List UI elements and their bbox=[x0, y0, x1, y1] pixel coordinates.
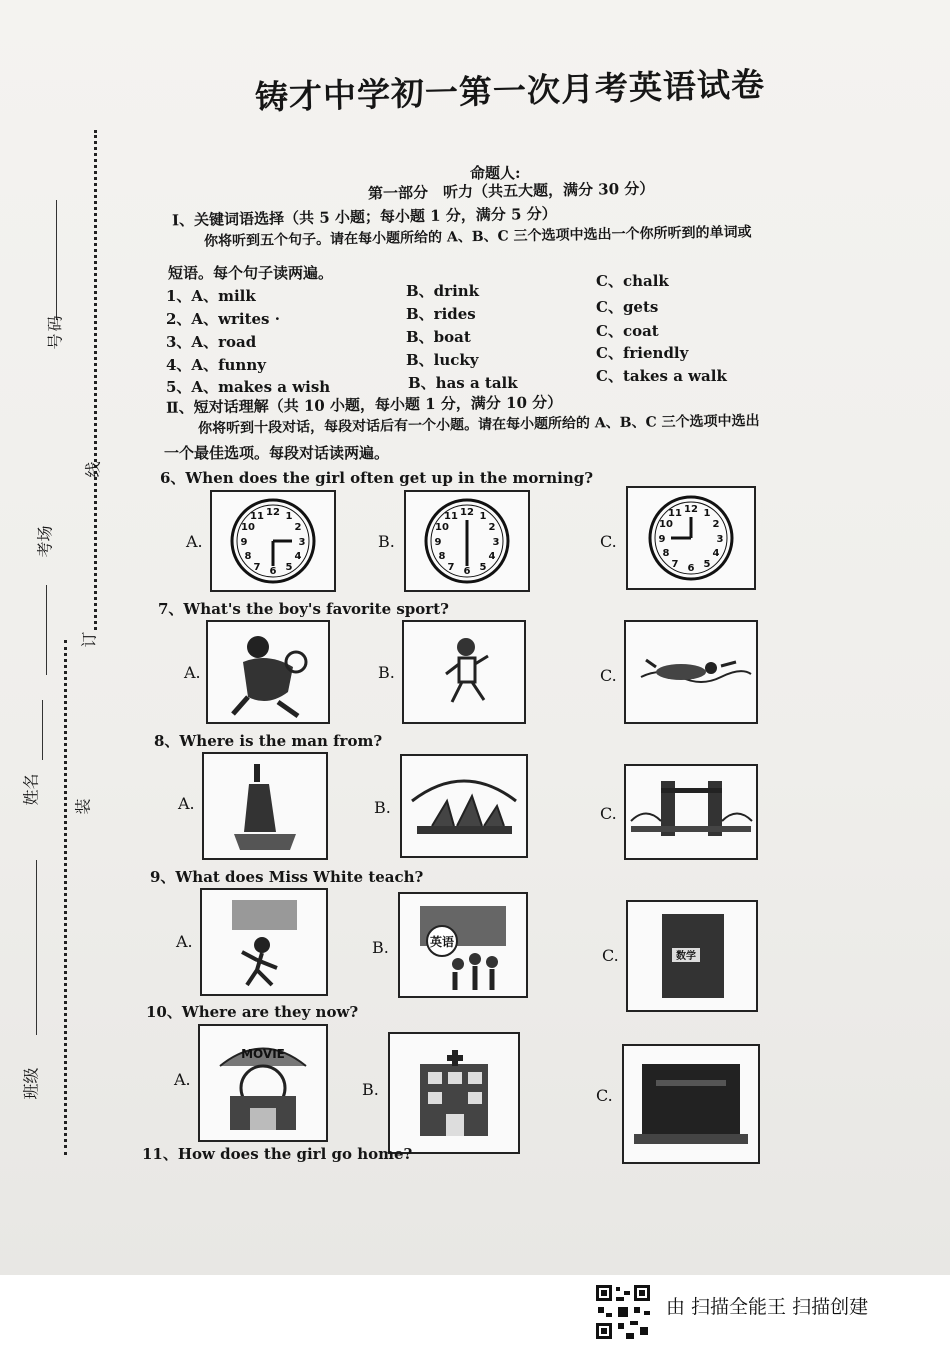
q6-letter-a: A. bbox=[186, 532, 203, 551]
section2-instruction-1: 你将听到十段对话，每段对话后有一个小题。请在每小题所给的 A、B、C 三个选项中选出 bbox=[197, 413, 760, 437]
name-blank-line bbox=[42, 700, 43, 760]
question-7: 7、What's the boy's favorite sport? bbox=[158, 600, 449, 618]
q9-b-english-label: 英语 bbox=[429, 935, 455, 949]
cinema-icon bbox=[200, 1026, 326, 1140]
item3-option-b: B、boat bbox=[406, 328, 471, 346]
svg-text:8: 8 bbox=[662, 548, 670, 559]
svg-text:9: 9 bbox=[658, 534, 666, 545]
svg-text:5: 5 bbox=[479, 562, 487, 573]
q10-letter-a: A. bbox=[174, 1070, 191, 1089]
q10-option-b-picture bbox=[388, 1032, 520, 1154]
svg-text:7: 7 bbox=[671, 559, 679, 570]
q9-letter-b: B. bbox=[372, 938, 389, 957]
svg-text:8: 8 bbox=[244, 551, 252, 562]
q8-letter-b: B. bbox=[374, 798, 391, 817]
item1-option-c: C、chalk bbox=[596, 272, 669, 290]
item4-option-c: C、friendly bbox=[596, 344, 689, 362]
clock-icon bbox=[406, 492, 528, 590]
section2-instruction-2: 一个最佳选项。每段对话读两遍。 bbox=[164, 444, 390, 462]
svg-text:2: 2 bbox=[488, 522, 496, 533]
section1-instruction-2: 短语。每个句子读两遍。 bbox=[168, 264, 334, 282]
side-label-ding: 订 bbox=[79, 631, 99, 648]
page-title: 铸才中学初一第一次月考英语试卷 bbox=[254, 64, 766, 117]
q10-letter-b: B. bbox=[362, 1080, 379, 1099]
swimmer-icon bbox=[626, 622, 756, 722]
svg-text:3: 3 bbox=[716, 534, 724, 545]
binding-dotted-line-lower bbox=[64, 640, 67, 1155]
math-book-icon bbox=[628, 902, 756, 1010]
svg-text:11: 11 bbox=[444, 511, 458, 522]
svg-text:12: 12 bbox=[684, 504, 698, 515]
pe-teacher-icon bbox=[202, 890, 326, 994]
q9-option-b-picture bbox=[398, 892, 528, 998]
q9-option-a-picture bbox=[200, 888, 328, 996]
q10-option-a-picture bbox=[198, 1024, 328, 1142]
q6-option-a-picture bbox=[210, 490, 336, 592]
scanner-footer-text: 由 扫描全能王 扫描创建 bbox=[666, 1296, 869, 1318]
q7-option-b-picture bbox=[402, 620, 526, 724]
kaochang-blank-line bbox=[46, 585, 47, 675]
svg-text:11: 11 bbox=[668, 508, 682, 519]
hospital-icon bbox=[390, 1034, 518, 1152]
side-label-banji: 班级 bbox=[21, 1067, 41, 1100]
svg-text:4: 4 bbox=[488, 551, 496, 562]
class-blank-line bbox=[36, 860, 37, 1035]
svg-text:10: 10 bbox=[241, 522, 255, 533]
item4-option-b: B、lucky bbox=[406, 351, 479, 369]
question-11: 11、How does the girl go home? bbox=[142, 1145, 413, 1163]
svg-text:7: 7 bbox=[447, 562, 455, 573]
svg-text:3: 3 bbox=[492, 537, 500, 548]
item2-option-c: C、gets bbox=[596, 298, 659, 316]
svg-text:4: 4 bbox=[294, 551, 302, 562]
question-9: 9、What does Miss White teach? bbox=[150, 868, 424, 886]
author-label: 命题人: bbox=[470, 164, 521, 182]
q8-option-a-picture bbox=[202, 752, 328, 860]
sydney-opera-house-icon bbox=[402, 756, 526, 856]
side-label-xingming: 姓名 bbox=[21, 773, 41, 806]
q9-letter-c: C. bbox=[602, 946, 619, 965]
svg-text:5: 5 bbox=[703, 559, 711, 570]
svg-text:2: 2 bbox=[712, 519, 720, 530]
section2-heading: Ⅱ、短对话理解（共 10 小题，每小题 1 分，满分 10 分） bbox=[165, 393, 563, 417]
question-6: 6、When does the girl often get up in the morning? bbox=[160, 469, 594, 487]
svg-text:5: 5 bbox=[285, 562, 293, 573]
clock-icon bbox=[628, 488, 754, 588]
svg-text:7: 7 bbox=[253, 562, 261, 573]
side-label-zhuang: 装 bbox=[73, 798, 93, 815]
part-title: 第一部分 听力（共五大题，满分 30 分） bbox=[367, 179, 655, 203]
kaohao-blank-line bbox=[56, 200, 57, 320]
item1-option-b: B、drink bbox=[406, 282, 480, 300]
q9-letter-a: A. bbox=[176, 932, 193, 951]
q8-option-b-picture bbox=[400, 754, 528, 858]
q8-letter-a: A. bbox=[178, 794, 195, 813]
q7-option-a-picture bbox=[206, 620, 330, 724]
svg-text:8: 8 bbox=[438, 551, 446, 562]
q10-option-c-picture bbox=[622, 1044, 760, 1164]
svg-text:12: 12 bbox=[266, 507, 280, 518]
side-label-kaochang: 考场 bbox=[35, 525, 55, 558]
svg-text:6: 6 bbox=[269, 566, 277, 577]
side-label-ma: 码 bbox=[45, 315, 65, 332]
q7-letter-c: C. bbox=[600, 666, 617, 685]
english-class-icon bbox=[400, 894, 526, 996]
svg-text:1: 1 bbox=[703, 508, 711, 519]
svg-text:9: 9 bbox=[434, 537, 442, 548]
question-8: 8、Where is the man from? bbox=[154, 732, 383, 750]
running-boy-icon bbox=[404, 622, 524, 722]
statue-of-liberty-icon bbox=[204, 754, 326, 858]
item1-option-a: 1、A、milk bbox=[166, 287, 256, 305]
svg-text:1: 1 bbox=[479, 511, 487, 522]
svg-text:1: 1 bbox=[285, 511, 293, 522]
q9-option-c-picture bbox=[626, 900, 758, 1012]
q6-letter-b: B. bbox=[378, 532, 395, 551]
svg-text:10: 10 bbox=[435, 522, 449, 533]
item2-option-b: B、rides bbox=[406, 305, 476, 323]
section1-instruction-1: 你将听到五个句子。请在每小题所给的 A、B、C 三个选项中选出一个你所听到的单词或 bbox=[203, 224, 752, 250]
side-label-hao: 号 bbox=[45, 333, 65, 350]
q10-a-movie-label: MOVIE bbox=[241, 1047, 285, 1061]
question-10: 10、Where are they now? bbox=[146, 1003, 359, 1021]
q6-letter-c: C. bbox=[600, 532, 617, 551]
item5-option-c: C、takes a walk bbox=[596, 367, 727, 385]
q8-letter-c: C. bbox=[600, 804, 617, 823]
q6-option-c-picture bbox=[626, 486, 756, 590]
q8-option-c-picture bbox=[624, 764, 758, 860]
q10-letter-c: C. bbox=[596, 1086, 613, 1105]
item2-option-a: 2、A、writes · bbox=[166, 310, 280, 328]
item4-option-a: 4、A、funny bbox=[166, 356, 266, 374]
library-icon bbox=[624, 1046, 758, 1162]
tower-bridge-icon bbox=[626, 766, 756, 858]
item3-option-a: 3、A、road bbox=[166, 333, 257, 351]
q9-c-math-label: 数学 bbox=[676, 951, 696, 962]
q7-letter-b: B. bbox=[378, 663, 395, 682]
section1-heading: Ⅰ、关键词语选择（共 5 小题；每小题 1 分，满分 5 分） bbox=[171, 204, 557, 230]
svg-text:6: 6 bbox=[687, 563, 695, 574]
qr-code-icon bbox=[594, 1283, 652, 1341]
football-player-icon bbox=[208, 622, 328, 722]
side-label-xian: 线 bbox=[83, 461, 103, 478]
svg-text:6: 6 bbox=[463, 566, 471, 577]
q6-option-b-picture bbox=[404, 490, 530, 592]
svg-text:12: 12 bbox=[460, 507, 474, 518]
svg-text:4: 4 bbox=[712, 548, 720, 559]
svg-text:3: 3 bbox=[298, 537, 306, 548]
item5-option-a: 5、A、makes a wish bbox=[166, 378, 331, 396]
item3-option-c: C、coat bbox=[596, 322, 659, 340]
q7-option-c-picture bbox=[624, 620, 758, 724]
item5-option-b: B、has a talk bbox=[408, 374, 518, 392]
svg-text:9: 9 bbox=[240, 537, 248, 548]
svg-text:10: 10 bbox=[659, 519, 673, 530]
svg-text:2: 2 bbox=[294, 522, 302, 533]
svg-text:11: 11 bbox=[250, 511, 264, 522]
clock-icon bbox=[212, 492, 334, 590]
binding-dotted-line bbox=[94, 130, 97, 630]
q7-letter-a: A. bbox=[184, 663, 201, 682]
